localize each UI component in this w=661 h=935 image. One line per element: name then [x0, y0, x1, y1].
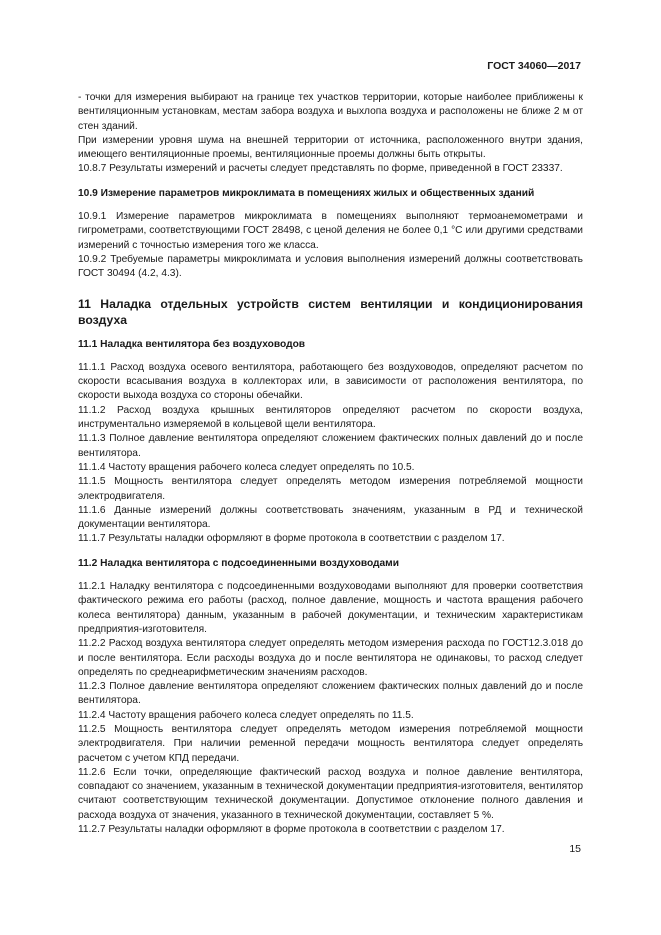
paragraph: 11.2.5 Мощность вентилятора следует определять методом измерения потребляемой мощности электродвигателя. При наличии ременной передачи мощность вентилятора следует определять расчетом с учетом КПД передачи.	[78, 723, 583, 764]
paragraph: При измерении уровня шума на внешней территории от источника, расположенного внутри здания, имеющего вентиляционные проемы, вентиляционные проемы должны быть открыты.	[78, 134, 583, 161]
section-heading: 10.9 Измерение параметров микроклимата в помещениях жилых и общественных зданий	[78, 187, 535, 199]
section-heading: 11.1 Наладка вентилятора без воздуховодов	[78, 338, 306, 350]
paragraph: 11.1.5 Мощность вентилятора следует определять методом измерения потребляемой мощности электродвигателя.	[78, 476, 583, 502]
paragraph: - точки для измерения выбирают на границе тех участков территории, которые наиболее приближены к вентиляционным установкам, местам забора воздуха и выхлопа воздуха и расположены не ближе 2 м от стен зданий.	[78, 92, 583, 132]
paragraph: 11.1.7 Результаты наладки оформляют в форме протокола в соответствии с разделом 17.	[78, 533, 505, 545]
document-body	[78, 91, 583, 837]
paragraph: 11.2.2 Расход воздуха вентилятора следует определять методом измерения расхода по ГОСТ12.3.018 до и после вентилятора. Если расходы воздуха до и после вентилятора не одинаковы, то расход следует определять по среднеарифметическим значениям расходов.	[78, 638, 583, 678]
paragraph: 11.1.6 Данные измерений должны соответствовать значениям, указанным в РД и технической документации вентилятора.	[78, 504, 583, 531]
chapter-heading: 11 Наладка отдельных устройств систем вентиляции и кондиционирования воздуха	[78, 296, 583, 327]
paragraph: 11.2.6 Если точки, определяющие фактический расход воздуха и полное давление вентилятора, совпадают со значением, указанным в технической документации предприятия-изготовителя, вентилятор считают соответствующим технической документации. Допустимое отклонение полного давления и расхода воздуха от значения, указанного в технической документации, составляет 5 %.	[78, 766, 583, 821]
section-heading: 11.2 Наладка вентилятора с подсоединенными воздуховодами	[78, 557, 399, 569]
paragraph: 10.9.2 Требуемые параметры микроклимата и условия выполнения измерений должны соответствовать ГОСТ 30494 (4.2, 4.3).	[78, 253, 583, 280]
paragraph: 11.1.4 Частоту вращения рабочего колеса следует определять по 10.5.	[78, 461, 415, 473]
paragraph: 11.1.1 Расход воздуха осевого вентилятора, работающего без воздуховодов, определяют расчетом по скорости всасывания воздуха в коллекторах или, в зависимости от расположения вентилятора, по скорости выхода воздуха со стороны обечайки.	[78, 361, 583, 402]
paragraph: 11.2.1 Наладку вентилятора с подсоединенными воздуховодами выполняют для проверки соответствия фактического режима его работы (расход, полное давление, мощность и частота вращения рабочего колеса вентилятора) данным, указанным в рабочей документации, и техническим характеристикам предприятия-изготовителя.	[78, 581, 583, 635]
paragraph: 11.2.3 Полное давление вентилятора определяют сложением фактических полных давлений до и после вентилятора.	[78, 681, 583, 707]
paragraph: 11.2.7 Результаты наладки оформляют в форме протокола в соответствии с разделом 17.	[78, 824, 505, 836]
paragraph: 10.8.7 Результаты измерений и расчеты следует представлять по форме, приведенной в ГОСТ 23337.	[78, 163, 563, 175]
paragraph: 11.2.4 Частоту вращения рабочего колеса следует определять по 11.5.	[78, 709, 414, 721]
paragraph: 11.1.3 Полное давление вентилятора определяют сложением фактических полных давлений до и после вентилятора.	[78, 433, 583, 459]
paragraph: 11.1.2 Расход воздуха крышных вентиляторов определяют расчетом по скорости воздуха, инструментально измеряемой в кольцевой щели вентилятора.	[78, 404, 583, 431]
page-number: 15	[569, 843, 581, 855]
document-id: ГОСТ 34060—2017	[487, 60, 581, 72]
paragraph: 10.9.1 Измерение параметров микроклимата в помещениях выполняют термоанемометрами и гигрометрами, соответствующими ГОСТ 28498, с ценой деления не более 0,1 °С или другими средствами измерений с точностью измерения того же класса.	[78, 211, 583, 251]
